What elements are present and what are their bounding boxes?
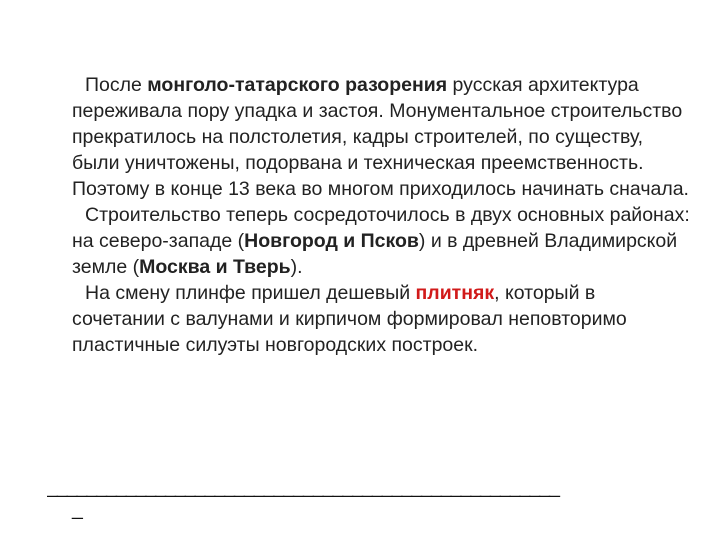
bold-term-mongol-tatar-ruin: монголо-татарского разорения [147,74,448,96]
text-run: После [85,74,148,96]
bold-term-novgorod-pskov: Новгород и Псков [244,230,419,252]
text-run: , который в сочетании с валунами и кирпичом формировал неповторимо пластичные силуэты новгородских построек. [72,282,627,356]
slide-body [72,72,692,358]
text-run: ) и в древней Владимирской земле ( [72,230,678,278]
paragraph-plitnyak [72,280,692,358]
paragraph-construction-regions [72,202,692,280]
paragraph-mongol-invasion [72,72,692,202]
accent-term-plitnyak: плитняк [415,282,495,304]
text-run: ). [290,256,303,278]
text-run: На смену плинфе пришел дешевый [85,282,416,304]
footer-underline-tail: _ [72,498,83,520]
text-run: Строительство теперь сосредоточилось в двух основных районах: на северо-западе ( [72,204,690,252]
text-run: русская архитектура переживала пору упадка и застоя. Монументальное строительство прекратилось на полстолетия, кадры строителей, по существу, были уничтожены, подорвана и техническая преемственность. Поэтому в конце 13 века во многом приходилось начинать сначала. [72,74,689,200]
bold-term-moscow-tver: Москва и Тверь [139,256,291,278]
footer-underline-rule: ____________________________________________________ [47,476,559,498]
